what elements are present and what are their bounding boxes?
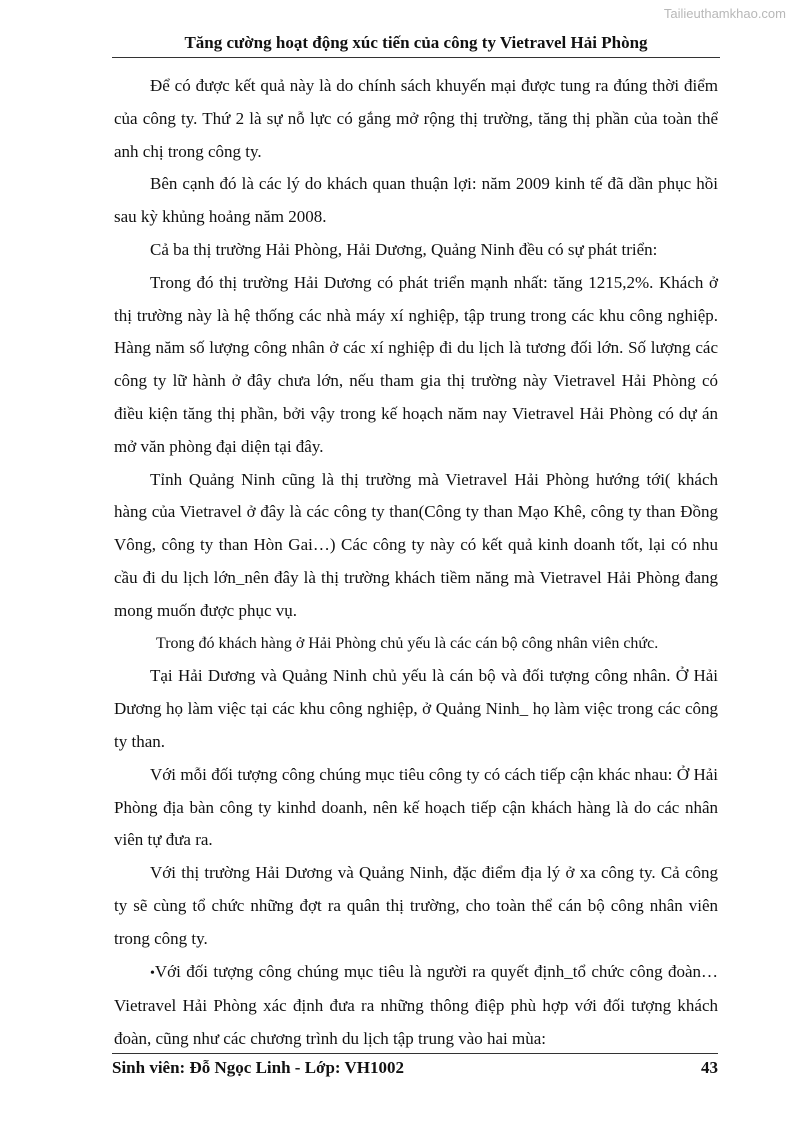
- paragraph: Bên cạnh đó là các lý do khách quan thuận lợi: năm 2009 kinh tế đã dần phục hồi sau kỳ khủng hoảng năm 2008.: [114, 174, 718, 227]
- page-number: 43: [701, 1058, 718, 1077]
- page-footer: [112, 1053, 718, 1078]
- bullet-icon: •: [150, 965, 155, 981]
- paragraph: Với mỗi đối tượng công chúng mục tiêu công ty có cách tiếp cận khác nhau: Ở Hải Phòng địa bàn công ty kinhd doanh, nên kế hoạch tiếp cận khách hàng là do các nhân viên tự đưa ra.: [114, 764, 718, 850]
- paragraph: Cả ba thị trường Hải Phòng, Hải Dương, Quảng Ninh đều có sự phát triển:: [150, 239, 658, 259]
- paragraph: Để có được kết quả này là do chính sách khuyến mại được tung ra đúng thời điểm của công ty. Thứ 2 là sự nỗ lực có gắng mở rộng thị trường, tăng thị phần của toàn thể anh chị trong công ty.: [114, 76, 718, 161]
- watermark: Tailieuthamkhao.com: [663, 6, 786, 21]
- paragraph-bulleted: [114, 956, 718, 1056]
- paragraph: Với thị trường Hải Dương và Quảng Ninh, đặc điểm địa lý ở xa công ty. Cả công ty sẽ cùng tổ chức những đợt ra quân thị trường, cho toàn thể cán bộ công nhân viên trong công ty.: [114, 863, 718, 948]
- paragraph: Tỉnh Quảng Ninh cũng là thị trường mà Vietravel Hải Phòng hướng tới( khách hàng của Vietravel ở đây là các công ty than(Công ty than Mạo Khê, công ty than Đồng Vông, công ty than Hòn Gai…) Các công ty này có kết quả kinh doanh tốt, lại có nhu cầu đi du lịch lớn_nên đây là thị trường khách tiềm năng mà Vietravel Hải Phòng đang mong muốn được phục vụ.: [114, 469, 718, 620]
- paragraph-text: Với đối tượng công chúng mục tiêu là người ra quyết định_tổ chức công đoàn…Vietravel Hải Phòng xác định đưa ra những thông điệp phù hợp với đối tượng khách đoàn, cũng như các chương trình du lịch tập trung vào hai mùa:: [114, 961, 718, 1049]
- page-header-title: Tăng cường hoạt động xúc tiến của công ty Vietravel Hải Phòng: [112, 33, 720, 58]
- paragraph: Trong đó thị trường Hải Dương có phát triển mạnh nhất: tăng 1215,2%. Khách ở thị trường này là hệ thống các nhà máy xí nghiệp, tập trung trong các khu công nghiệp. Hàng năm số lượng công nhân ở các xí nghiệp đi du lịch là tương đối lớn. Số lượng các công ty lữ hành ở đây chưa lớn, nếu tham gia thị trường này Vietravel Hải Phòng có điều kiện tăng thị phần, bởi vậy trong kế hoạch năm nay Vietravel Hải Phòng có dự án mở văn phòng đại diện tại đây.: [114, 272, 718, 456]
- document-body: [114, 70, 718, 1056]
- footer-student-info: Sinh viên: Đỗ Ngọc Linh - Lớp: VH1002: [112, 1058, 405, 1077]
- paragraph: Tại Hải Dương và Quảng Ninh chủ yếu là cán bộ và đối tượng công nhân. Ở Hải Dương họ làm việc tại các khu công nghiệp, ở Quảng Ninh_ họ làm việc trong các công ty than.: [114, 666, 718, 751]
- paragraph: Trong đó khách hàng ở Hải Phòng chủ yếu là các cán bộ công nhân viên chức.: [156, 634, 659, 652]
